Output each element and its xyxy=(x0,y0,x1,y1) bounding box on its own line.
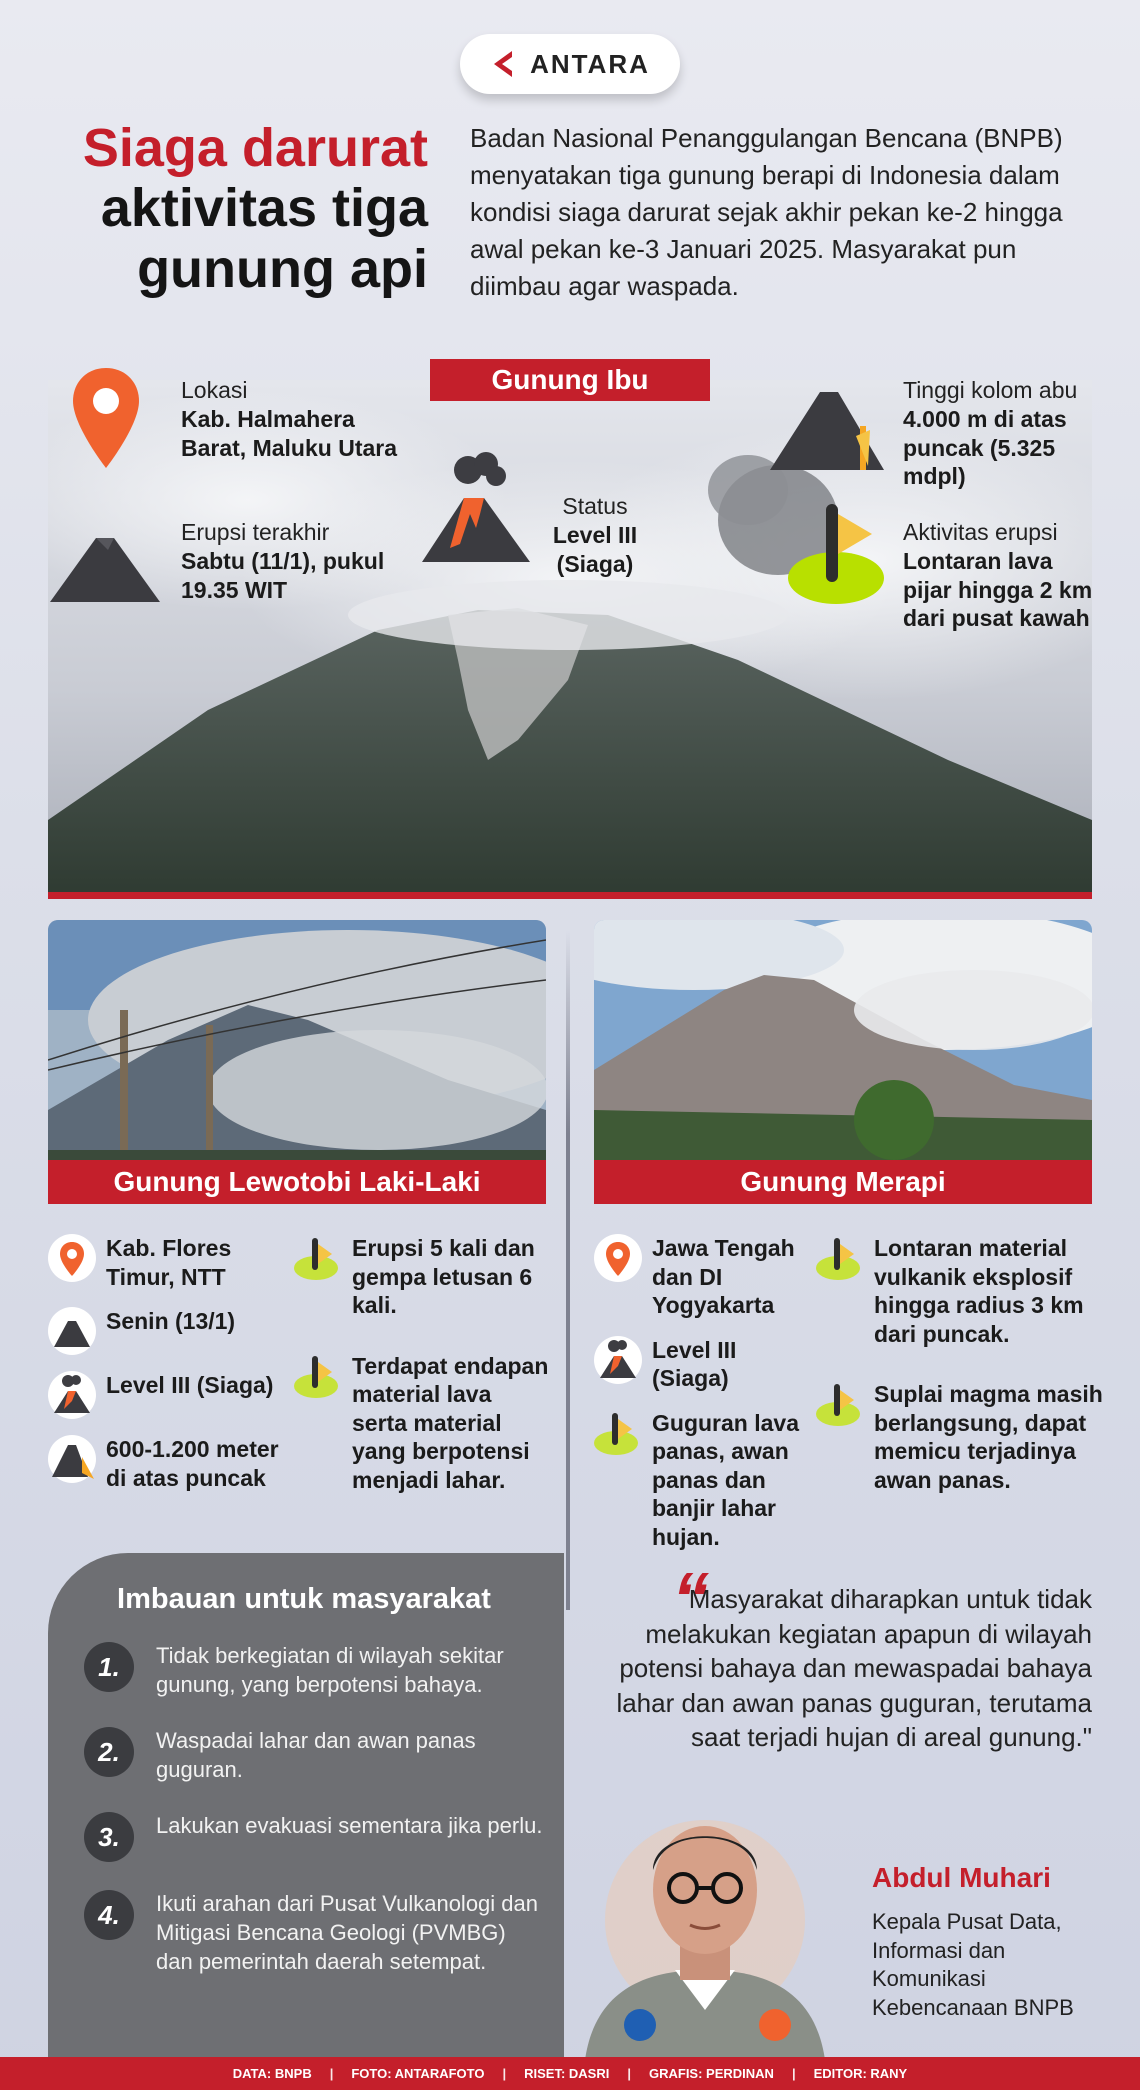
ibu-location-label: Lokasi xyxy=(181,377,248,403)
credit-separator: | xyxy=(502,2066,507,2081)
title-line-3: gunung api xyxy=(137,238,428,299)
credit-separator: | xyxy=(329,2066,334,2081)
spokesperson-role: Kepala Pusat Data, Informasi dan Komunikasi Kebencanaan BNPB xyxy=(872,1909,1074,2020)
lewotobi-eruption-count-text: Erupsi 5 kali dan gempa letusan 6 kali. xyxy=(352,1235,535,1319)
credit-separator: | xyxy=(791,2066,796,2081)
location-pin-icon xyxy=(70,366,142,470)
antara-logo xyxy=(460,34,680,94)
advice-box xyxy=(48,1553,564,2058)
intro-paragraph: Badan Nasional Penanggulangan Bencana (BNPB) menyatakan tiga gunung berapi di Indonesia dalam kondisi siaga darurat sejak akhir pekan ke-2 hingga awal pekan ke-3 Januari 2025. Masyarakat pun diimbau agar waspada. xyxy=(470,123,1063,301)
list-item xyxy=(594,1234,814,1320)
credit-grafis: GRAFIS: PERDINAN xyxy=(648,2066,774,2081)
credit-riset: RISET: DASRI xyxy=(524,2066,610,2081)
lewotobi-status-text: Level III (Siaga) xyxy=(106,1372,274,1399)
advice-text: Tidak berkegiatan di wilayah sekitar gunung, yang berpotensi bahaya. xyxy=(156,1643,504,1697)
quote-mark-icon: “ xyxy=(672,1557,709,1640)
lewotobi-ash-text: 600-1.200 meter di atas puncak xyxy=(106,1436,279,1491)
merapi-magma-text: Suplai magma masih berlangsung, dapat memicu terjadinya awan panas. xyxy=(874,1381,1103,1493)
merapi-right-list xyxy=(816,1234,1106,1494)
advice-number: 3. xyxy=(84,1812,134,1862)
list-item xyxy=(594,1409,814,1552)
advice-number: 1. xyxy=(84,1642,134,1692)
advice-number: 2. xyxy=(84,1727,134,1777)
flag-marker-icon xyxy=(294,1234,342,1282)
advice-title: Imbauan untuk masyarakat xyxy=(117,1583,491,1615)
flag-marker-icon xyxy=(786,500,886,608)
erupting-volcano-icon xyxy=(48,1371,96,1419)
ibu-activity-label: Aktivitas erupsi xyxy=(903,519,1058,545)
volcano-height-icon xyxy=(48,1435,96,1483)
credit-data: DATA: BNPB xyxy=(232,2066,312,2081)
ibu-location-value: Kab. Halmahera Barat, Maluku Utara xyxy=(181,405,398,461)
list-item xyxy=(48,1371,298,1419)
credit-foto: FOTO: ANTARAFOTO xyxy=(351,2066,485,2081)
advice-item xyxy=(84,1642,544,1699)
credit-editor: EDITOR: RANY xyxy=(813,2066,908,2081)
ibu-ash-label: Tinggi kolom abu xyxy=(903,377,1078,403)
credit-separator: | xyxy=(627,2066,631,2081)
volcano-height-icon xyxy=(768,386,892,472)
list-item xyxy=(48,1435,298,1492)
flag-marker-icon xyxy=(816,1234,864,1282)
ibu-activity-value: Lontaran lava pijar hingga 2 km dari pusat kawah xyxy=(903,547,1093,632)
quote-text: Masyarakat diharapkan untuk tidak melakukan kegiatan apapun di wilayah potensi bahaya dan mewaspadai bahaya lahar dan awan panas guguran, terutama saat terjadi hujan di areal gunung." xyxy=(616,1584,1092,1753)
merapi-location-text: Jawa Tengah dan DI Yogyakarta xyxy=(652,1235,795,1319)
ibu-status-value: Level III (Siaga) xyxy=(552,521,638,577)
ibu-last-eruption-value: Sabtu (11/1), pukul 19.35 WIT xyxy=(181,547,385,603)
lewotobi-location-text: Kab. Flores Timur, NTT xyxy=(106,1235,232,1290)
flag-marker-icon xyxy=(294,1352,342,1400)
location-pin-icon xyxy=(48,1234,96,1282)
ibu-ash-value: 4.000 m di atas puncak (5.325 mdpl) xyxy=(903,405,1067,490)
lewotobi-deposit-text: Terdapat endapan material lava serta material yang berpotensi menjadi lahar. xyxy=(352,1352,549,1493)
lewotobi-right-list xyxy=(294,1234,550,1494)
lewotobi-date-text: Senin (13/1) xyxy=(106,1308,236,1335)
ibu-status-label: Status xyxy=(562,493,628,519)
lewotobi-left-list xyxy=(48,1234,298,1492)
merapi-status-text: Level III (Siaga) xyxy=(652,1336,737,1392)
volcano-icon xyxy=(48,1307,96,1355)
spokesperson-name: Abdul Muhari xyxy=(872,1862,1051,1893)
title-line-2: aktivitas tiga xyxy=(100,178,428,239)
merapi-title: Gunung Merapi xyxy=(594,1160,1092,1204)
spokesperson-portrait xyxy=(565,1770,865,2060)
merapi-left-list xyxy=(594,1234,814,1551)
gunung-ibu-label: Gunung Ibu xyxy=(430,359,710,401)
credits-footer xyxy=(0,2057,1140,2090)
advice-text: Ikuti arahan dari Pusat Vulkanologi dan Mitigasi Bencana Geologi (PVMBG) dan pemerintah daerah setempat. xyxy=(156,1891,538,1974)
list-item xyxy=(816,1380,1106,1494)
advice-text: Lakukan evakuasi sementara jika perlu. xyxy=(156,1813,543,1839)
ibu-location xyxy=(181,376,421,462)
merapi-ejecta-text: Lontaran material vulkanik eksplosif hingga radius 3 km dari puncak. xyxy=(874,1235,1084,1347)
flag-marker-icon xyxy=(594,1409,642,1457)
list-item xyxy=(294,1234,550,1320)
ibu-ash-column xyxy=(903,376,1103,491)
lewotobi-photo xyxy=(48,920,546,1164)
ibu-activity xyxy=(903,518,1103,633)
erupting-volcano-icon xyxy=(420,448,532,564)
list-item xyxy=(294,1352,550,1495)
advice-text: Waspadai lahar dan awan panas guguran. xyxy=(156,1728,476,1782)
list-item xyxy=(48,1307,298,1355)
advice-number: 4. xyxy=(84,1890,134,1940)
advice-item xyxy=(84,1890,544,1976)
merapi-photo xyxy=(594,920,1092,1164)
ibu-status xyxy=(530,492,660,578)
location-pin-icon xyxy=(594,1234,642,1282)
title-line-1: Siaga darurat xyxy=(82,118,428,178)
ibu-last-eruption-label: Erupsi terakhir xyxy=(181,519,330,545)
list-item xyxy=(48,1234,298,1291)
hero-divider-bar xyxy=(48,892,1092,899)
column-divider xyxy=(566,930,570,1610)
lewotobi-title: Gunung Lewotobi Laki-Laki xyxy=(48,1160,546,1204)
page-title xyxy=(83,118,428,299)
merapi-hazard-text: Guguran lava panas, awan panas dan banjir lahar hujan. xyxy=(652,1409,799,1550)
antara-logo-text: ANTARA xyxy=(530,48,650,79)
advice-item xyxy=(84,1727,544,1784)
volcano-icon xyxy=(48,530,162,604)
flag-marker-icon xyxy=(816,1380,864,1428)
list-item xyxy=(816,1234,1106,1348)
list-item xyxy=(594,1336,814,1393)
ibu-last-eruption xyxy=(181,518,421,604)
advice-item xyxy=(84,1812,544,1862)
erupting-volcano-icon xyxy=(594,1336,642,1384)
antara-logo-mark-icon xyxy=(490,48,522,80)
